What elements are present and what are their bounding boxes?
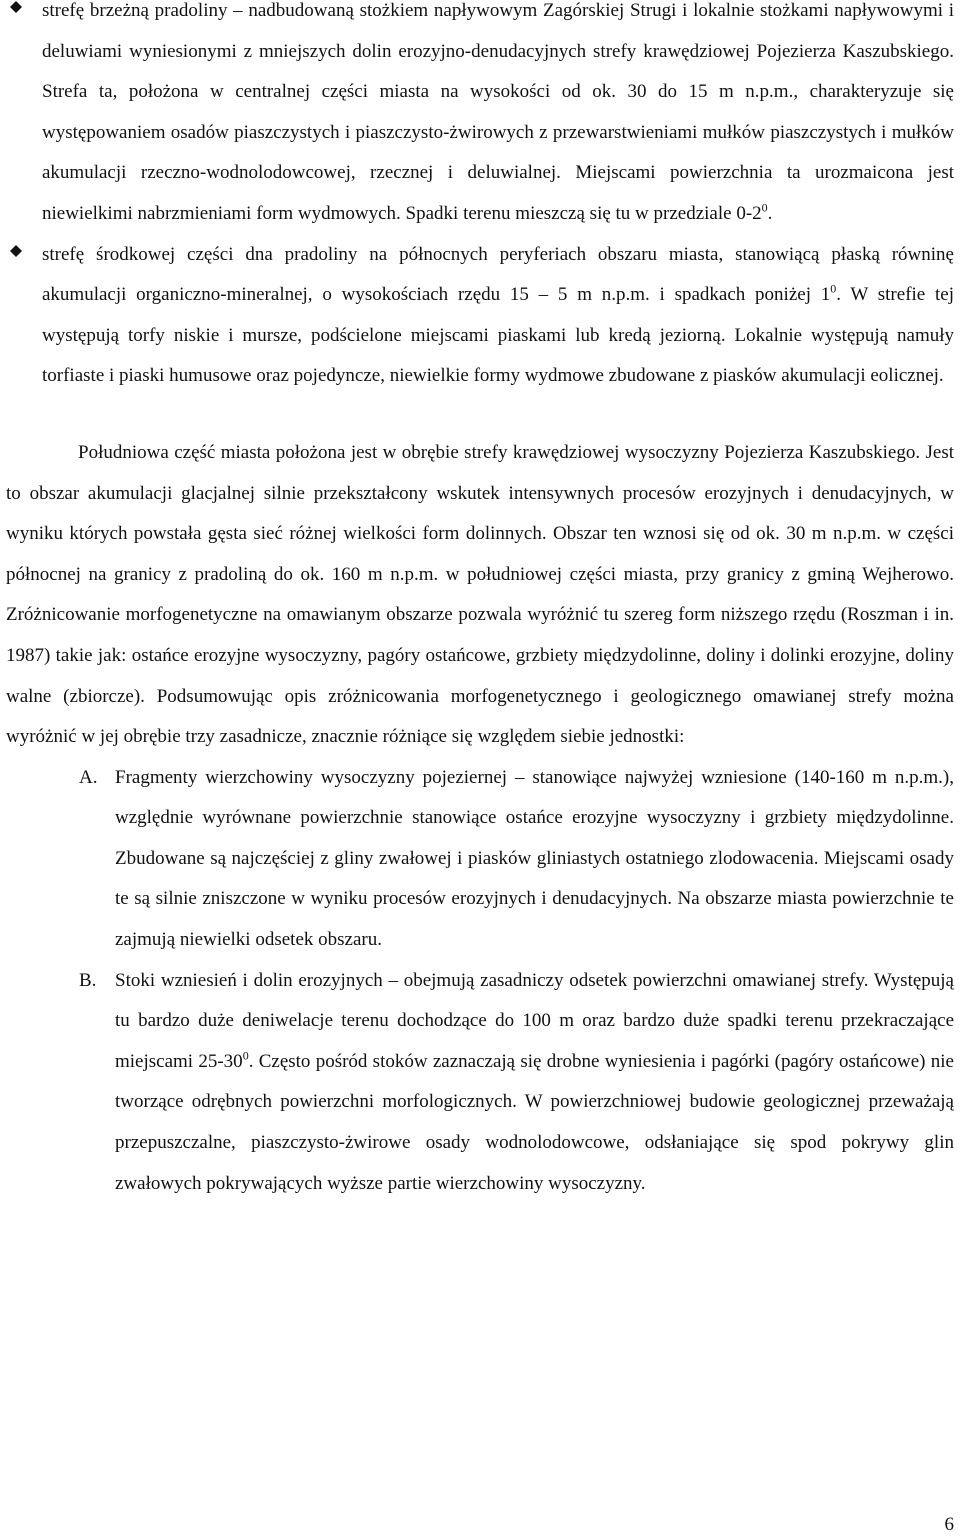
bullet-text-2: strefę środkowej części dna pradoliny na północnych peryferiach obszaru miasta, stanowiącą płaską równinę akumulacji organiczno-mineralnej, o wysokościach rzędu 15 – 5 m n.p.m. i spadkach poniżej $1^0$. W strefie tej występują torfy niskie i mursze, podścielone miejscami piaskami lub kredą jeziorną. Lokalnie występują namuły torfiaste i piaski humusowe oraz pojedyncze, niewielkie formy wydmowe zbudowane z piasków akumulacji eolicznej. (42, 243, 954, 387)
bullet-text-1: strefę brzeżną pradoliny – nadbudowaną stożkiem napływowym Zagórskiej Strugi i lokalnie stożkami napływowymi i deluwiami wyniesionymi z mniejszych dolin erozyjno-denudacyjnych strefy krawędziowej Pojezierza Kaszubskiego. Strefa ta, położona w centralnej części miasta na wysokości od ok. 30 do 15 m n.p.m., charakteryzuje się występowaniem osadów piaszczystych i piaszczysto-żwirowych z przewarstwieniami mułków piaszczystych i mułków akumulacji rzeczno-wodnolodowcowej, rzecznej i deluwialnej. Miejscami powierzchnia ta urozmaicona jest niewielkimi nabrzmieniami form wydmowych. Spadki terenu mieszczą się tu w przedziale $0-2^0$. (42, 0, 954, 224)
page-number: 6 (944, 1514, 954, 1535)
bullet-item-1 (6, 0, 954, 235)
paragraph-spacer (6, 397, 954, 433)
diamond-bullet-icon (10, 1, 22, 13)
list-text-a: Fragmenty wierzchowiny wysoczyzny pojeziernej – stanowiące najwyżej wzniesione (140-160 m n.p.m.), względnie wyrównane powierzchnie stanowiące ostańce erozyjne wysoczyzny i grzbiety międzydolinne. Zbudowane są najczęściej z gliny zwałowej i piasków gliniastych ostatniego zlodowacenia. Miejscami osady te są silnie zniszczone w wyniku procesów erozyjnych i denudacyjnych. Na obszarze miasta powierzchnie te zajmują niewielki odsetek obszaru. (115, 766, 954, 951)
list-text-b: Stoki wzniesień i dolin erozyjnych – obejmują zasadniczy odsetek powierzchni omawianej strefy. Występują tu bardzo duże deniwelacje terenu dochodzące do 100 m oraz bardzo duże spadki terenu przekraczające miejscami $25-30^0$. Często pośród stoków zaznaczają się drobne wyniesienia i pagórki (pagóry ostańcowe) nie tworzące odrębnych powierzchni morfologicznych. W powierzchniowej budowie geologicznej przeważają przepuszczalne, piaszczysto-żwirowe osady wodnolodowcowe, odsłaniające się spod pokrywy glin zwałowych pokrywających wyższe partie wierzchowiny wysoczyzny. (115, 969, 954, 1194)
list-letter-b: B. (79, 969, 97, 991)
bullet-list (6, 0, 954, 397)
list-item-a (6, 758, 954, 961)
lettered-list (6, 758, 954, 1205)
bullet-item-2 (6, 235, 954, 397)
list-letter-a: A. (79, 766, 98, 788)
diamond-bullet-icon (10, 245, 22, 257)
body-paragraph: Południowa część miasta położona jest w obrębie strefy krawędziowej wysoczyzny Pojezierza Kaszubskiego. Jest to obszar akumulacji glacjalnej silnie przekształcony wskutek intensywnych procesów erozyjnych i denudacyjnych, w wyniku których powstała gęsta sieć różnej wielkości form dolinnych. Obszar ten wznosi się od ok. 30 m n.p.m. w części północnej na granicy z pradoliną do ok. 160 m n.p.m. w południowej części miasta, przy granicy z gminą Wejherowo. Zróżnicowanie morfogenetyczne na omawianym obszarze pozwala wyróżnić tu szereg form niższego rzędu (Roszman i in. 1987) takie jak: ostańce erozyjne wysoczyzny, pagóry ostańcowe, grzbiety międzydolinne, doliny i dolinki erozyjne, doliny walne (zbiorcze). Podsumowując opis zróżnicowania morfogenetycznego i geologicznego omawianej strefy można wyróżnić w jej obrębie trzy zasadnicze, znacznie różniące się względem siebie jednostki: (6, 441, 954, 748)
list-item-b (6, 961, 954, 1205)
